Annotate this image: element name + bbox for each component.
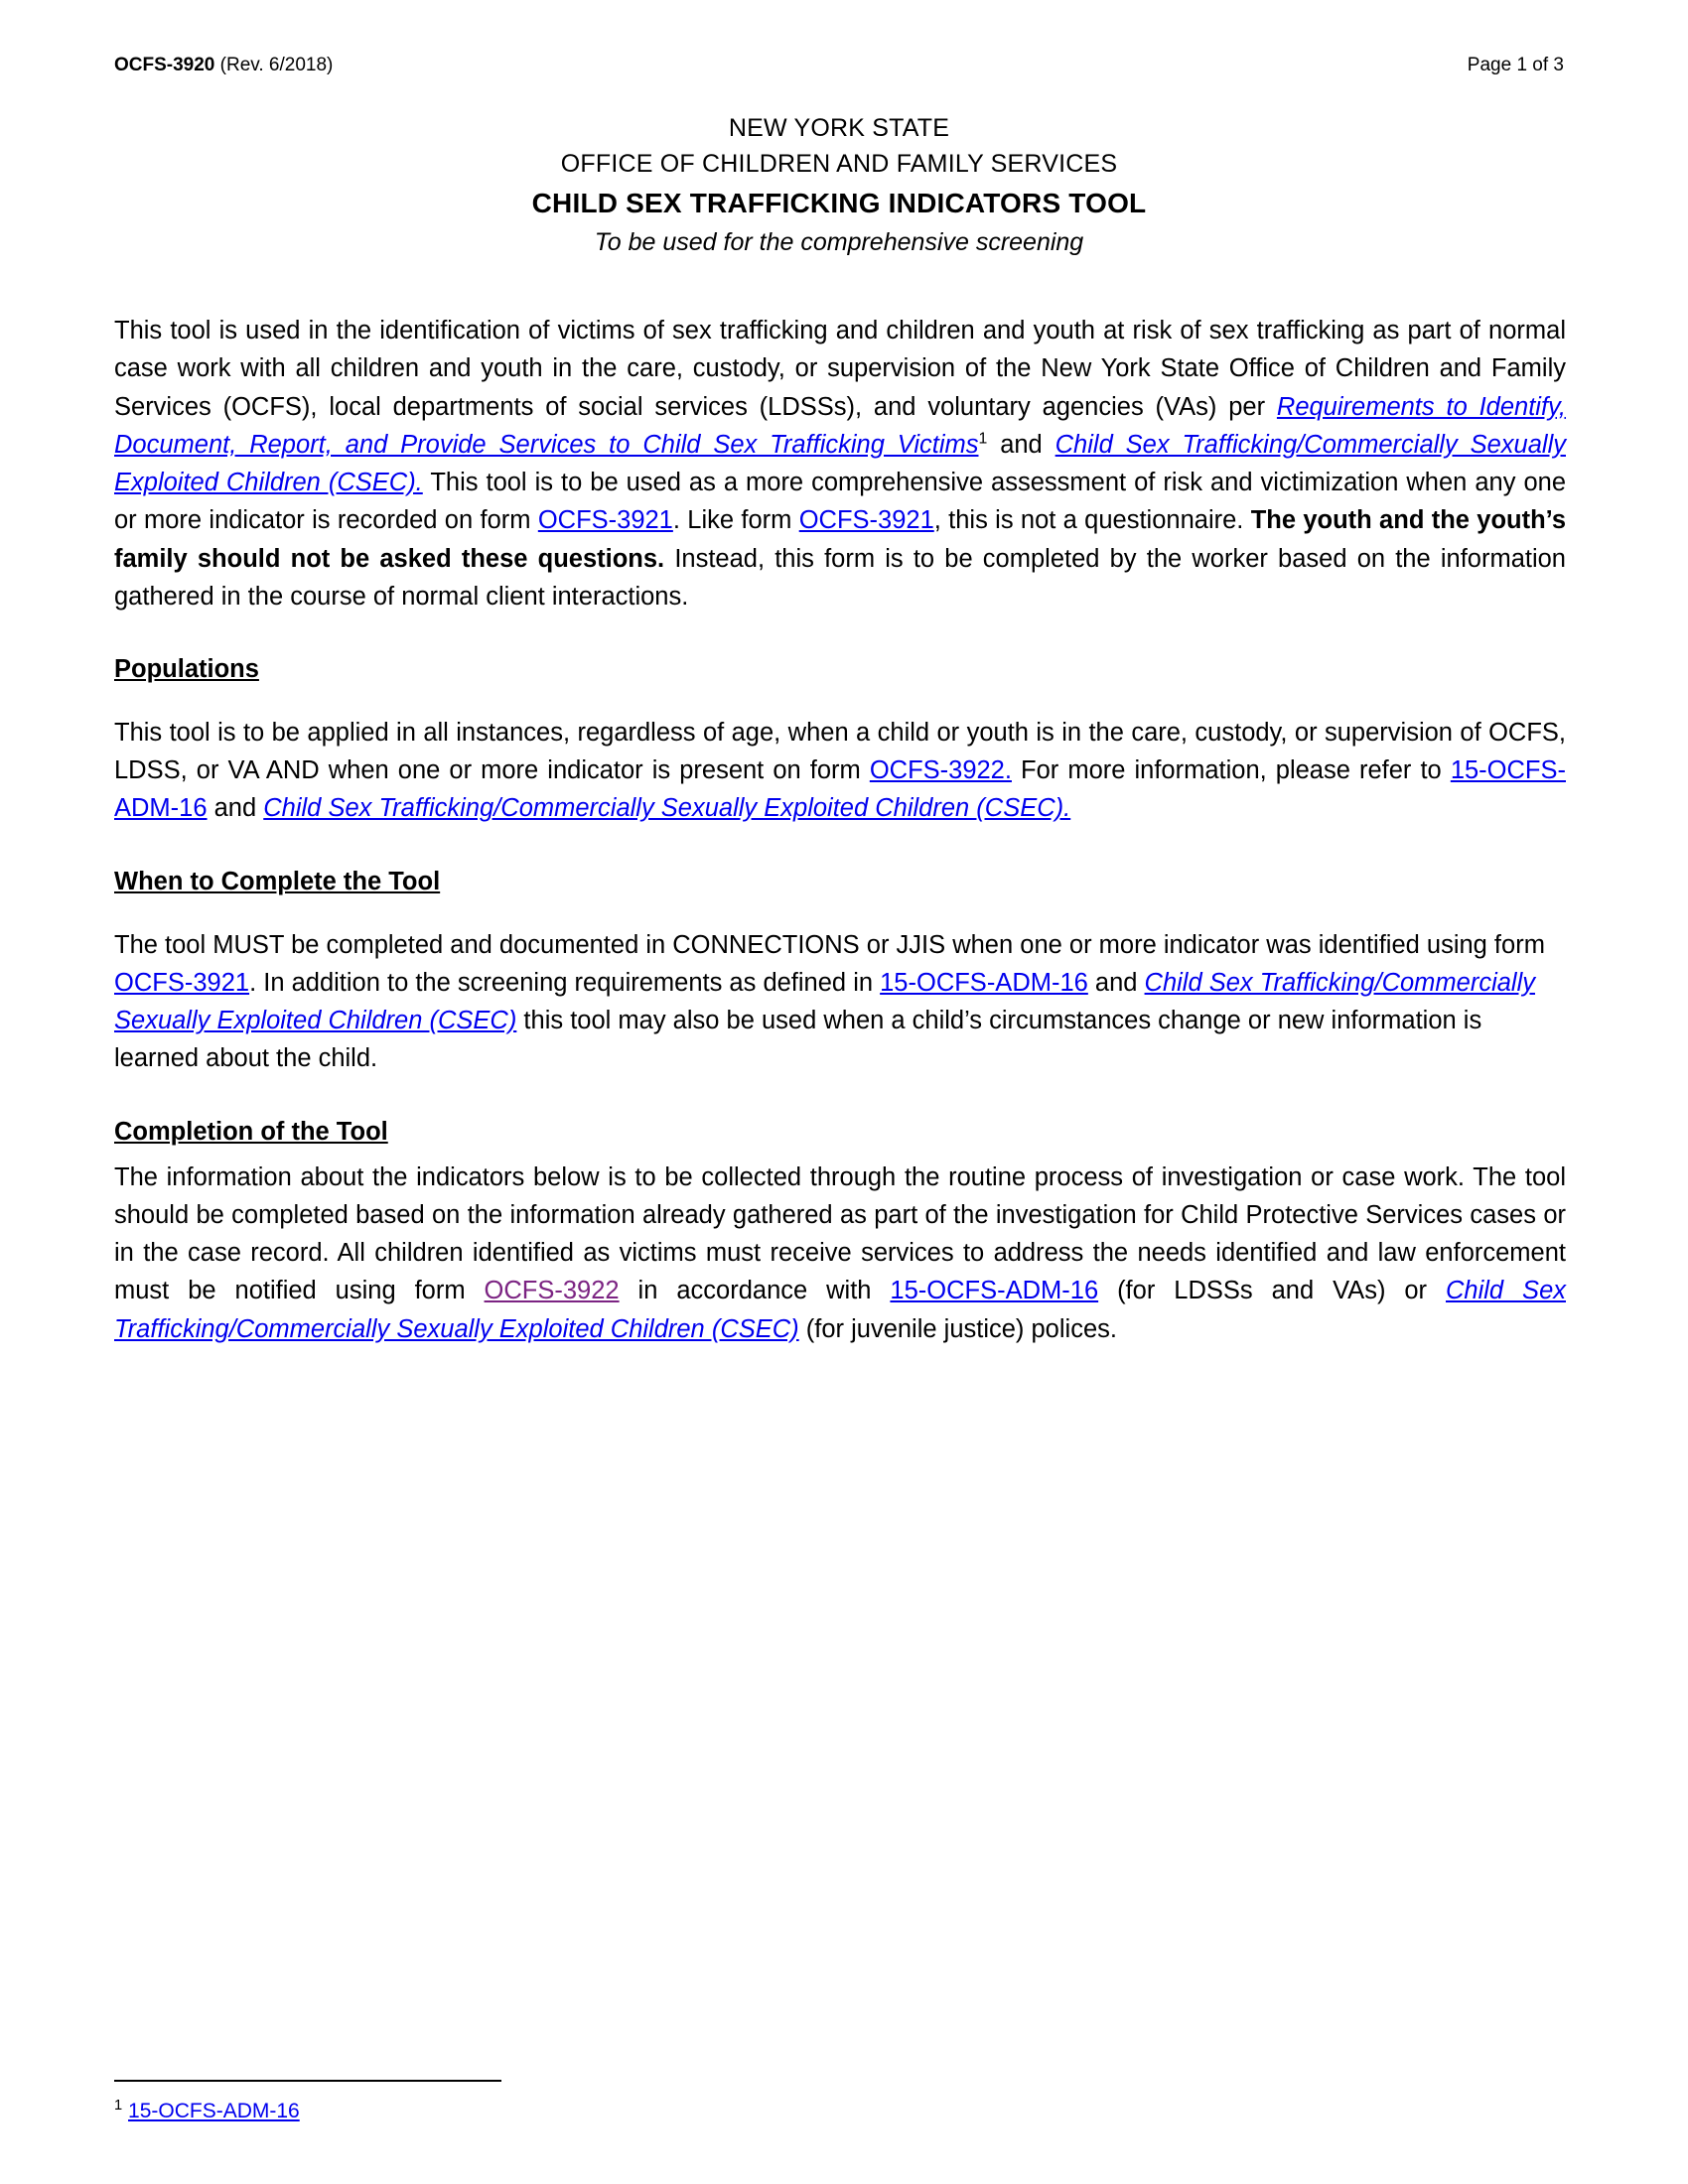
intro-text-2: and	[987, 430, 1055, 459]
spacer	[114, 900, 1566, 926]
page-indicator: Page 1 of 3	[1467, 55, 1564, 75]
populations-paragraph	[114, 714, 1566, 828]
section-heading-populations: Populations	[114, 655, 259, 683]
section-heading-completion: Completion of the Tool	[114, 1117, 388, 1146]
populations-text-1: This tool is to be applied in all instances, regardless of age, when a child or youth is in the care, custody, or supervision of OCFS, LDSS, or VA AND when one or more indicator is present on form	[114, 718, 1566, 785]
completion-text-2: in accordance with	[619, 1277, 891, 1305]
intro-text-4: . Like form	[672, 506, 799, 535]
footnote-area	[114, 2080, 1566, 2124]
populations-text-3: and	[207, 794, 264, 823]
spacer	[114, 828, 1566, 864]
section-heading-when-to-complete: When to Complete the Tool	[114, 867, 441, 895]
footnote-reference-marker: 1	[978, 430, 988, 448]
link-15-ocfs-adm-16-b[interactable]: 15-OCFS-ADM-16	[880, 968, 1088, 997]
spacer	[114, 688, 1566, 714]
link-csec-policy-4[interactable]: Child Sex Trafficking/Commercially Sexually Exploited Children (CSEC)	[114, 1277, 1566, 1343]
link-requirements-to-identify[interactable]: Requirements to Identify, Document, Report, and Provide Services to Child Sex Trafficking Victims	[114, 392, 1566, 459]
spacer	[114, 1078, 1566, 1114]
when-text-2: . In addition to the screening requirements as defined in	[249, 968, 881, 997]
link-footnote-15-ocfs-adm-16[interactable]: 15-OCFS-ADM-16	[128, 2100, 300, 2122]
spacer	[114, 1151, 1566, 1159]
form-revision: (Rev. 6/2018)	[219, 55, 334, 75]
populations-text-2: For more information, please refer to	[1011, 756, 1451, 785]
agency-state-line: NEW YORK STATE	[728, 114, 950, 142]
intro-text-6: Instead, this form is to be completed by the worker based on the information gathered in the course of normal client interactions.	[114, 544, 1566, 611]
when-text-3: and	[1087, 968, 1145, 997]
intro-text-3: This tool is to be used as a more comprehensive assessment of risk and victimization when any one or more indicator is recorded on form	[114, 469, 1567, 535]
page-title: CHILD SEX TRAFFICKING INDICATORS TOOL	[531, 188, 1147, 218]
intro-bold-warning: The youth and the youth’s family should not be asked these questions.	[114, 506, 1567, 573]
page-subtitle: To be used for the comprehensive screening	[594, 227, 1084, 256]
title-block	[114, 111, 1564, 260]
document-body	[114, 312, 1566, 1348]
link-ocfs-3922-b[interactable]: OCFS-3922	[484, 1277, 620, 1305]
spacer	[114, 615, 1566, 651]
when-to-complete-paragraph	[114, 926, 1566, 1078]
link-ocfs-3921-c[interactable]: OCFS-3921	[114, 968, 250, 997]
agency-office-line: OFFICE OF CHILDREN AND FAMILY SERVICES	[560, 149, 1118, 178]
link-ocfs-3922-a[interactable]: OCFS-3922.	[869, 756, 1012, 785]
document-header	[114, 55, 1564, 76]
completion-text-1: The information about the indicators below is to be collected through the routine process of investigation or case work. The tool should be completed based on the information already gathered as part of the investigation for Child Protective Services cases or in the case record. All children identified as victims must receive services to address the needs identified and law enforcement must be notified using form	[114, 1162, 1566, 1305]
link-15-ocfs-adm-16-a[interactable]: 15-OCFS-ADM-16	[114, 756, 1566, 823]
footnote-marker: 1	[114, 2098, 123, 2114]
form-number: OCFS-3920	[114, 55, 215, 75]
link-15-ocfs-adm-16-c[interactable]: 15-OCFS-ADM-16	[890, 1277, 1099, 1305]
completion-paragraph	[114, 1159, 1566, 1348]
when-text-4: this tool may also be used when a child’s circumstances change or new information is learned about the child.	[114, 1007, 1482, 1073]
link-ocfs-3921-a[interactable]: OCFS-3921	[537, 506, 673, 535]
completion-text-3: (for LDSSs and VAs) or	[1098, 1277, 1446, 1305]
link-ocfs-3921-b[interactable]: OCFS-3921	[798, 506, 934, 535]
intro-text-1: This tool is used in the identification of victims of sex trafficking and children and youth at risk of sex trafficking as part of normal case work with all children and youth in the care, custody, or supervision of the New York State Office of Children and Family Services (OCFS), local departments of social services (LDSSs), and voluntary agencies (VAs) per	[114, 317, 1566, 421]
form-identifier	[114, 55, 333, 76]
when-text-1: The tool MUST be completed and documented in CONNECTIONS or JJIS when one or more indicator was identified using form	[114, 930, 1545, 959]
link-csec-policy-1[interactable]: Child Sex Trafficking/Commercially Sexually Exploited Children (CSEC).	[114, 430, 1566, 496]
footnote-entry	[114, 2098, 1566, 2124]
link-csec-policy-3[interactable]: Child Sex Trafficking/Commercially Sexually Exploited Children (CSEC)	[114, 968, 1536, 1035]
intro-text-5: , this is not a questionnaire.	[933, 506, 1251, 535]
link-csec-policy-2[interactable]: Child Sex Trafficking/Commercially Sexually Exploited Children (CSEC).	[263, 794, 1071, 823]
completion-text-4: (for juvenile justice) polices.	[798, 1314, 1117, 1343]
footnote-separator-rule	[114, 2080, 501, 2082]
intro-paragraph	[114, 312, 1566, 615]
